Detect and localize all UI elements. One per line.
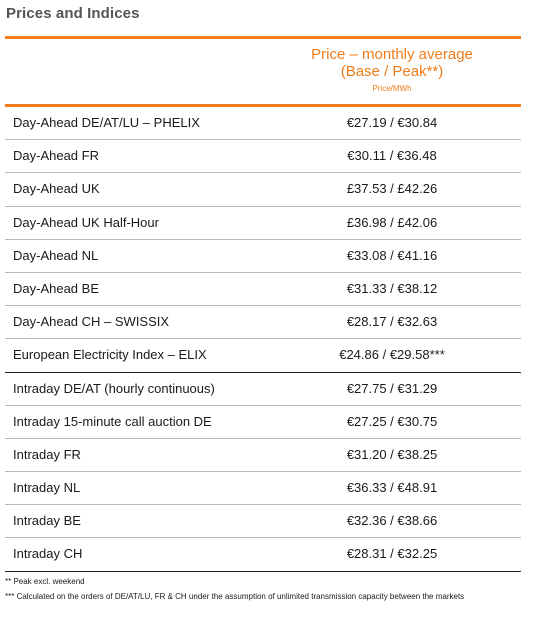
row-value: €32.36 / €38.66	[346, 513, 438, 529]
row-value: €36.33 / €48.91	[346, 480, 438, 496]
footnote-peak: ** Peak excl. weekend	[5, 577, 85, 586]
table-row	[5, 107, 521, 140]
header-top-rule	[5, 36, 521, 39]
row-label: European Electricity Index – ELIX	[13, 347, 207, 363]
row-value: £36.98 / £42.06	[346, 214, 438, 230]
page-title: Prices and Indices	[6, 5, 140, 22]
row-label: Intraday BE	[13, 513, 81, 529]
row-label: Intraday DE/AT (hourly continuous)	[13, 380, 215, 396]
table-row	[5, 240, 521, 273]
table-row	[5, 439, 521, 472]
row-label: Day-Ahead FR	[13, 148, 99, 164]
row-label: Intraday FR	[13, 446, 81, 462]
row-label: Day-Ahead UK Half-Hour	[13, 214, 159, 230]
row-label: Day-Ahead CH – SWISSIX	[13, 314, 170, 330]
row-value: €28.17 / €32.63	[346, 314, 438, 330]
row-value: €33.08 / €41.16	[346, 247, 438, 263]
table-row	[5, 273, 521, 306]
row-value: €27.25 / €30.75	[346, 413, 438, 429]
table-row	[5, 173, 521, 206]
row-value: €31.20 / €38.25	[346, 446, 438, 462]
row-label: Day-Ahead UK	[13, 181, 100, 197]
table-row	[5, 306, 521, 339]
row-label: Day-Ahead DE/AT/LU – PHELIX	[13, 115, 200, 130]
table-row	[5, 472, 521, 505]
row-label: Intraday NL	[13, 480, 81, 496]
table-row	[5, 406, 521, 439]
table-row	[5, 505, 521, 538]
row-value: £37.53 / £42.26	[346, 181, 438, 197]
row-value: €30.11 / €36.48	[347, 148, 437, 164]
price-column-header	[262, 46, 522, 94]
table-row	[5, 373, 521, 406]
price-header-line2: (Base / Peak**)	[340, 63, 444, 80]
row-label: Intraday CH	[13, 546, 83, 562]
table-row	[5, 140, 521, 173]
footnote-elix: *** Calculated on the orders of DE/AT/LU, FR & CH under the assumption of unlimited transmission capacity between the markets	[5, 592, 465, 601]
price-header-line1: Price – monthly average	[311, 46, 473, 63]
price-header-unit: Price/MWh	[372, 84, 412, 93]
row-value: €27.75 / €31.29	[346, 380, 438, 396]
table-row	[5, 207, 521, 240]
row-value: €24.86 / €29.58***	[339, 347, 445, 363]
footnotes	[5, 574, 525, 604]
table-row	[5, 339, 521, 372]
row-label: Day-Ahead NL	[13, 247, 99, 263]
row-value: €28.31 / €32.25	[346, 546, 438, 562]
row-label: Day-Ahead BE	[13, 280, 99, 296]
row-value: €27.19 / €30.84	[346, 115, 438, 130]
row-label: Intraday 15-minute call auction DE	[13, 413, 212, 429]
row-value: €31.33 / €38.12	[346, 280, 438, 296]
table-row	[5, 538, 521, 571]
prices-table	[5, 107, 521, 572]
